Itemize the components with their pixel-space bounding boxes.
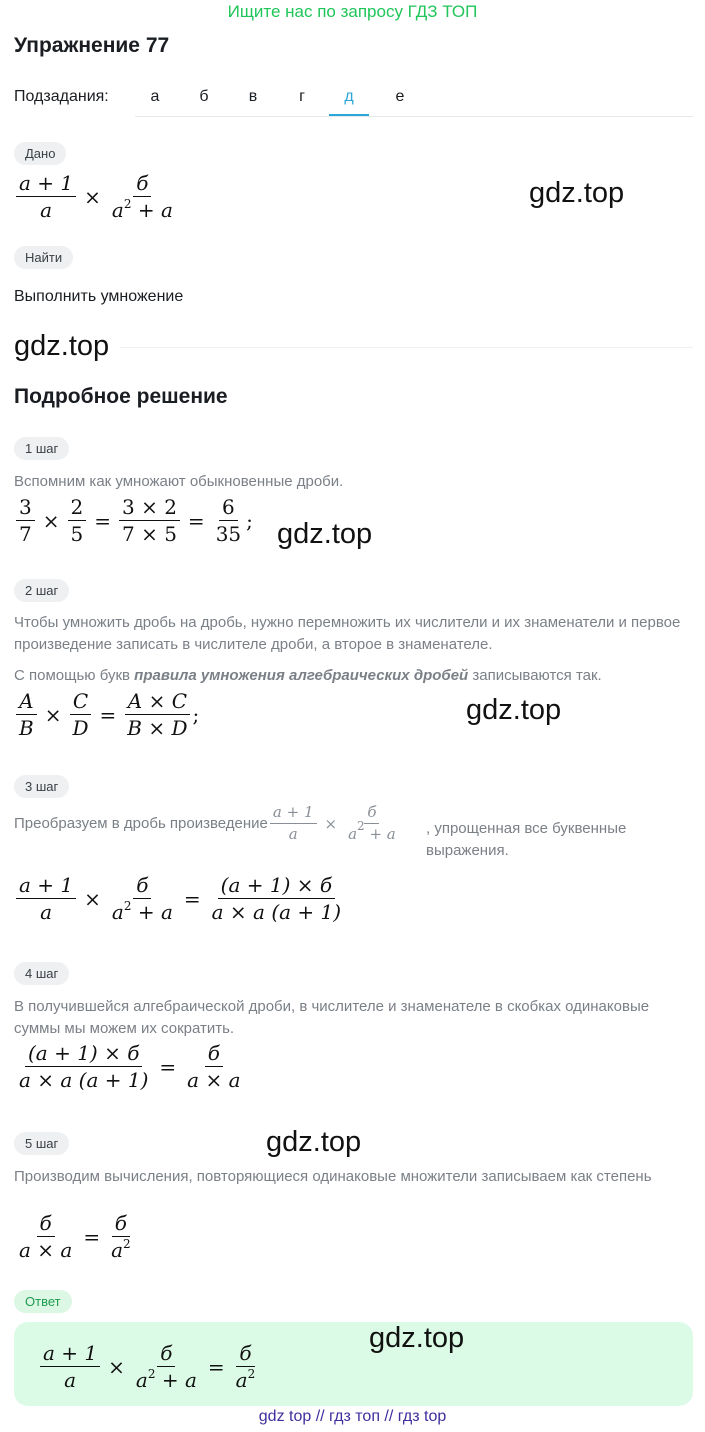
tab-g[interactable]: г xyxy=(299,88,305,105)
given-expression xyxy=(14,172,178,221)
s2-f: B × D xyxy=(127,716,188,740)
step-4-badge: 4 шаг xyxy=(14,962,69,985)
step-2-rule-text: С помощью букв правила умножения алгебраических дробей записываются так. xyxy=(14,667,602,684)
tab-e[interactable]: е xyxy=(395,88,405,105)
s4-ln: (a + 1) × б xyxy=(25,1042,142,1067)
tab-a[interactable]: а xyxy=(150,88,160,105)
top-banner: Ищите нас по запросу ГДЗ ТОП xyxy=(227,2,478,21)
answer-badge: Ответ xyxy=(14,1290,72,1313)
ans-n2: б xyxy=(157,1342,175,1367)
find-text: Выполнить умножение xyxy=(14,288,184,305)
s3-d1: a xyxy=(40,900,53,924)
s3-inline-n1: a + 1 xyxy=(270,804,317,824)
s2-d: D xyxy=(72,716,89,740)
watermark: gdz.top xyxy=(277,518,373,550)
watermark: gdz.top xyxy=(14,330,110,362)
step-3-badge: 3 шаг xyxy=(14,775,69,798)
s2-b: B xyxy=(19,716,34,740)
tab-d[interactable]: д xyxy=(329,78,369,116)
s3-inline-d1: a xyxy=(288,825,298,843)
watermark: gdz.top xyxy=(266,1126,362,1158)
s1-d: 5 xyxy=(70,522,84,546)
s5-rn: б xyxy=(112,1212,130,1237)
find-badge: Найти xyxy=(14,246,73,269)
s1-h: 35 xyxy=(215,522,242,546)
s1-g: 6 xyxy=(219,496,238,521)
s5-rd-exp: 2 xyxy=(123,1237,131,1251)
s2-a: A xyxy=(16,690,36,715)
step-1-text: Вспомним как умножают обыкновенные дроби. xyxy=(14,473,344,490)
step-4-text: В получившейся алгебраической дроби, в числителе и знаменателе в скобках одинаковые суммы мы можем их сократить. xyxy=(14,998,650,1037)
step-2-expression: $\frac{A}{B}$ × $\frac{C}{D}$ = $\frac{A \times C}{B \times D}$ ; xyxy=(14,690,199,739)
s2-e: A × C xyxy=(125,690,190,715)
s3-inline-n2: б xyxy=(364,804,379,824)
rule-name: правила умножения алгебраических дробей xyxy=(134,667,469,684)
step-2-badge: 2 шаг xyxy=(14,579,69,602)
subtask-tabs xyxy=(135,78,693,117)
step-3-inline-expression: $\frac{a + 1}{a}$ × $\frac{б}{a^2 + a}$ xyxy=(268,804,401,843)
footer-links[interactable]: gdz top // гдз топ // гдз top xyxy=(258,1408,447,1425)
step-2-text: Чтобы умножить дробь на дробь, нужно перемножить их числители и их знаменатели и первое произведение записать в числителе дроби, а второе в знаменателе. xyxy=(14,614,681,653)
given-den2-exp: 2 xyxy=(123,197,132,211)
step-3-text-before: Преобразуем в дробь произведение xyxy=(14,814,268,832)
solution-title: Подробное решение xyxy=(14,385,228,408)
s3-n2: б xyxy=(133,874,151,899)
s1-c: 2 xyxy=(68,496,87,521)
s4-ld: a × a (a + 1) xyxy=(19,1068,149,1092)
ans-d1: a xyxy=(64,1368,77,1392)
page-title: Упражнение 77 xyxy=(14,34,170,57)
s4-rn: б xyxy=(205,1042,223,1067)
s5-rd-base: a xyxy=(111,1238,124,1262)
step-3-text-after: , упрощенная все буквенные выражения. xyxy=(426,820,627,859)
step-1-badge: 1 шаг xyxy=(14,437,69,460)
given-den2-rest: + a xyxy=(131,198,173,222)
s2-c: C xyxy=(70,690,91,715)
s4-rd: a × a xyxy=(187,1068,241,1092)
given-num2: б xyxy=(133,172,151,197)
s1-e: 3 × 2 xyxy=(119,496,180,521)
subtasks-label: Подзадания: xyxy=(14,88,109,105)
step-3-expression: $\frac{a + 1}{a}$ × $\frac{б}{a^2 + a}$ = $\frac{(a + 1) \times б}{a \times a (a + 1)}$ xyxy=(14,874,346,923)
s1-a: 3 xyxy=(16,496,35,521)
step-1-expression: $\frac{3}{7}$ × $\frac{2}{5}$ = $\frac{3 \times 2}{7 \times 5}$ = $\frac{6}{35}$ ; xyxy=(14,496,253,545)
step-4-expression: $\frac{(a + 1) \times б}{a \times a (a + 1)}$ = $\frac{б}{a \times a}$ xyxy=(14,1042,246,1091)
ans-rn: б xyxy=(236,1342,254,1367)
given-den1: a xyxy=(40,198,53,222)
s5-ld: a × a xyxy=(19,1238,73,1262)
s5-ln: б xyxy=(37,1212,55,1237)
s3-rd: a × a (a + 1) xyxy=(211,900,342,924)
given-den2-base: a xyxy=(111,198,124,222)
given-badge: Дано xyxy=(14,142,66,165)
step-5-text: Производим вычисления, повторяющиеся одинаковые множители записываем как степень xyxy=(14,1168,652,1185)
step-5-expression: $\frac{б}{a \times a}$ = $\frac{б}{a^2}$ xyxy=(14,1212,136,1261)
given-op: × xyxy=(84,184,101,209)
ans-n1: a + 1 xyxy=(40,1342,100,1367)
s3-rn: (a + 1) × б xyxy=(218,874,335,899)
s1-tail: ; xyxy=(246,508,253,533)
s2-tail: ; xyxy=(192,702,200,727)
s1-b: 7 xyxy=(19,522,32,546)
watermark: gdz.top xyxy=(529,177,625,209)
step-5-badge: 5 шаг xyxy=(14,1132,69,1155)
watermark: gdz.top xyxy=(466,694,562,726)
watermark: gdz.top xyxy=(369,1322,465,1354)
tab-b[interactable]: б xyxy=(199,88,209,105)
divider xyxy=(120,347,693,348)
s3-inline-op: × xyxy=(324,814,338,833)
tab-v[interactable]: в xyxy=(248,88,258,105)
given-num1: a + 1 xyxy=(16,172,76,197)
s3-n1: a + 1 xyxy=(16,874,76,899)
s1-f: 7 × 5 xyxy=(122,522,177,546)
answer-expression: $\frac{a + 1}{a}$ × $\frac{б}{a^2 + a}$ = $\frac{б}{a^2}$ xyxy=(38,1342,260,1391)
